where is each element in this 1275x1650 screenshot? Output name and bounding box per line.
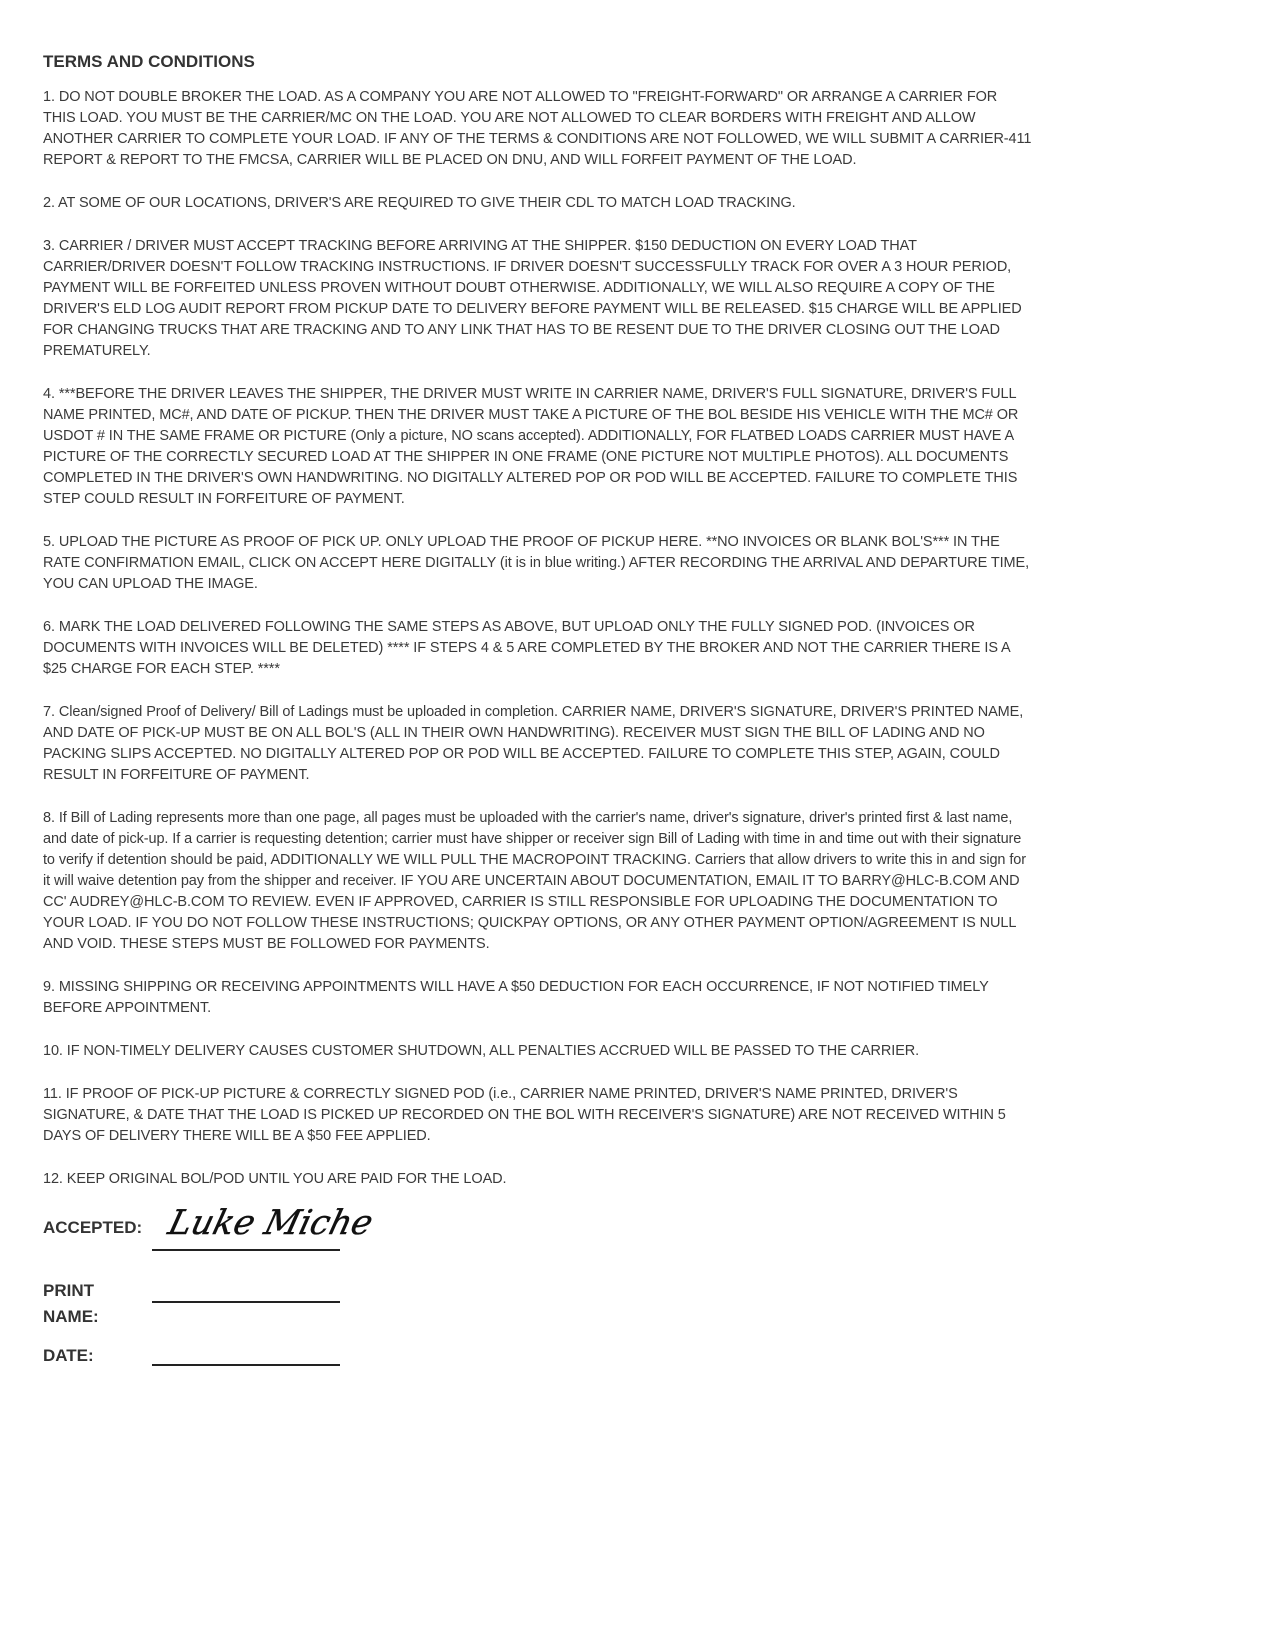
print-name-label-line1: PRINT (43, 1281, 94, 1300)
print-name-label-line2: NAME: (43, 1307, 99, 1326)
term-item: 9. MISSING SHIPPING OR RECEIVING APPOINTMENTS WILL HAVE A $50 DEDUCTION FOR EACH OCCURRENCE, IF NOT NOTIFIED TIMELY BEFORE APPOINTMENT. (43, 979, 989, 1016)
accepted-signature-line[interactable] (152, 1249, 340, 1251)
term-item: 4. ***BEFORE THE DRIVER LEAVES THE SHIPPER, THE DRIVER MUST WRITE IN CARRIER NAME, DRIVER'S FULL SIGNATURE, DRIVER'S FULL NAME PRINTED, MC#, AND DATE OF PICKUP. THEN THE DRIVER MUST TAKE A PICTURE OF THE BOL BESIDE HIS VEHICLE WITH THE MC# OR USDOT # IN THE SAME FRAME OR PICTURE (Only a picture, NO scans accepted). ADDITIONALLY, FOR FLATBED LOADS CARRIER MUST HAVE A PICTURE OF THE CORRECTLY SECURED LOAD AT THE SHIPPER IN ONE FRAME (ONE PICTURE NOT MULTIPLE PHOTOS). ALL DOCUMENTS COMPLETED IN THE DRIVER'S OWN HANDWRITING. NO DIGITALLY ALTERED POP OR POD WILL BE ACCEPTED. FAILURE TO COMPLETE THIS STEP COULD RESULT IN FORFEITURE OF PAYMENT. (43, 386, 1019, 507)
term-item: 6. MARK THE LOAD DELIVERED FOLLOWING THE SAME STEPS AS ABOVE, BUT UPLOAD ONLY THE FULLY SIGNED POD. (INVOICES OR DOCUMENTS WITH INVOICES WILL BE DELETED) **** IF STEPS 4 & 5 ARE COMPLETED BY THE BROKER AND NOT THE CARRIER THERE IS A $25 CHARGE FOR EACH STEP. **** (43, 619, 1010, 677)
handwritten-signature (163, 1200, 377, 1246)
term-item: 3. CARRIER / DRIVER MUST ACCEPT TRACKING BEFORE ARRIVING AT THE SHIPPER. $150 DEDUCTION ON EVERY LOAD THAT CARRIER/DRIVER DOESN'T FOLLOW TRACKING INSTRUCTIONS. IF DRIVER DOESN'T SUCCESSFULLY TRACK FOR OVER A 3 HOUR PERIOD, PAYMENT WILL BE FORFEITED UNLESS PROVEN WITHOUT DOUBT OTHERWISE. ADDITIONALLY, WE WILL ALSO REQUIRE A COPY OF THE DRIVER'S ELD LOG AUDIT REPORT FROM PICKUP DATE TO DELIVERY BEFORE PAYMENT WILL BE RELEASED. $15 CHARGE WILL BE APPLIED FOR CHANGING TRUCKS THAT ARE TRACKING AND TO ANY LINK THAT HAS TO BE RESENT DUE TO THE DRIVER CLOSING OUT THE LOAD PREMATURELY. (43, 238, 1022, 359)
date-label: DATE: (43, 1346, 94, 1365)
term-item: 10. IF NON-TIMELY DELIVERY CAUSES CUSTOMER SHUTDOWN, ALL PENALTIES ACCRUED WILL BE PASSED TO THE CARRIER. (43, 1043, 920, 1059)
term-item: 5. UPLOAD THE PICTURE AS PROOF OF PICK UP. ONLY UPLOAD THE PROOF OF PICKUP HERE. **NO INVOICES OR BLANK BOL'S*** IN THE RATE CONFIRMATION EMAIL, CLICK ON ACCEPT HERE DIGITALLY (it is in blue writing.) AFTER RECORDING THE ARRIVAL AND DEPARTURE TIME, YOU CAN UPLOAD THE IMAGE. (43, 534, 1030, 592)
date-line[interactable] (152, 1364, 340, 1366)
print-name-line[interactable] (152, 1301, 340, 1303)
term-item: 2. AT SOME OF OUR LOCATIONS, DRIVER'S ARE REQUIRED TO GIVE THEIR CDL TO MATCH LOAD TRACKING. (43, 195, 796, 211)
signature-block (43, 1203, 443, 1395)
term-item: 11. IF PROOF OF PICK-UP PICTURE & CORRECTLY SIGNED POD (i.e., CARRIER NAME PRINTED, DRIVER'S NAME PRINTED, DRIVER'S SIGNATURE, & DATE THAT THE LOAD IS PICKED UP RECORDED ON THE BOL WITH RECEIVER'S SIGNATURE) ARE NOT RECEIVED WITHIN 5 DAYS OF DELIVERY THERE WILL BE A $50 FEE APPLIED. (43, 1086, 1006, 1144)
accepted-label: ACCEPTED: (43, 1218, 143, 1237)
term-item: 1. DO NOT DOUBLE BROKER THE LOAD. AS A COMPANY YOU ARE NOT ALLOWED TO "FREIGHT-FORWARD" OR ARRANGE A CARRIER FOR THIS LOAD. YOU MUST BE THE CARRIER/MC ON THE LOAD. YOU ARE NOT ALLOWED TO CLEAR BORDERS WITH FREIGHT AND ALLOW ANOTHER CARRIER TO COMPLETE YOUR LOAD. IF ANY OF THE TERMS & CONDITIONS ARE NOT FOLLOWED, WE WILL SUBMIT A CARRIER-411 REPORT & REPORT TO THE FMCSA, CARRIER WILL BE PLACED ON DNU, AND WILL FORFEIT PAYMENT OF THE LOAD. (43, 89, 1032, 168)
document-heading: TERMS AND CONDITIONS (43, 52, 255, 71)
term-item: 12. KEEP ORIGINAL BOL/POD UNTIL YOU ARE PAID FOR THE LOAD. (43, 1171, 507, 1187)
term-item: 8. If Bill of Lading represents more than one page, all pages must be uploaded with the carrier's name, driver's signature, driver's printed first & last name, and date of pick-up. If a carrier is requesting detention; carrier must have shipper or receiver sign Bill of Lading with time in and time out with their signature to verify if detention should be paid, ADDITIONALLY WE WILL PULL THE MACROPOINT TRACKING. Carriers that allow drivers to write this in and sign for it will waive detention pay from the shipper and receiver. IF YOU ARE UNCERTAIN ABOUT DOCUMENTATION, EMAIL IT TO BARRY@HLC-B.COM AND CC' AUDREY@HLC-B.COM TO REVIEW. EVEN IF APPROVED, CARRIER IS STILL RESPONSIBLE FOR UPLOADING THE DOCUMENTATION TO YOUR LOAD. IF YOU DO NOT FOLLOW THESE INSTRUCTIONS; QUICKPAY OPTIONS, OR ANY OTHER PAYMENT OPTION/AGREEMENT IS NULL AND VOID. THESE STEPS MUST BE FOLLOWED FOR PAYMENTS. (43, 810, 1026, 952)
terms-document (43, 50, 1033, 1212)
signature-text: Luke Miche (164, 1203, 377, 1243)
term-item: 7. Clean/signed Proof of Delivery/ Bill of Ladings must be uploaded in completion. CARRIER NAME, DRIVER'S SIGNATURE, DRIVER'S PRINTED NAME, AND DATE OF PICK-UP MUST BE ON ALL BOL'S (ALL IN THEIR OWN HANDWRITING). RECEIVER MUST SIGN THE BILL OF LADING AND NO PACKING SLIPS ACCEPTED. NO DIGITALLY ALTERED POP OR POD WILL BE ACCEPTED. FAILURE TO COMPLETE THIS STEP, AGAIN, COULD RESULT IN FORFEITURE OF PAYMENT. (43, 704, 1024, 783)
